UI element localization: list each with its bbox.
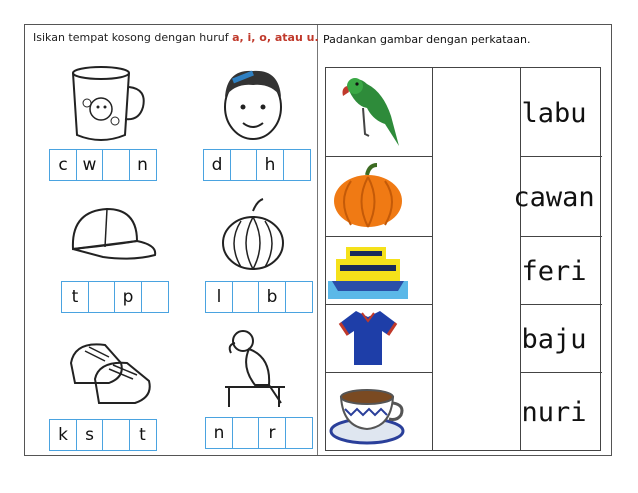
letter-box[interactable] (232, 281, 260, 313)
letter-box[interactable] (285, 281, 313, 313)
cup-image (328, 374, 408, 450)
letter-box[interactable] (102, 149, 130, 181)
word-labu[interactable]: labu (521, 97, 587, 129)
worksheet (24, 24, 612, 456)
letter-box: b (258, 281, 286, 313)
shirt-image (328, 306, 408, 370)
letter-box[interactable] (88, 281, 116, 313)
letter-box[interactable] (283, 149, 311, 181)
letter-box: n (129, 149, 157, 181)
word-boxes-4 (205, 281, 311, 313)
word-boxes-3 (61, 281, 167, 313)
word-cawan[interactable]: cawan (513, 181, 595, 213)
letter-box: p (114, 281, 142, 313)
word-boxes-6 (205, 417, 311, 449)
letter-box: t (129, 419, 157, 451)
letter-box[interactable] (141, 281, 169, 313)
word-boxes-1 (49, 149, 155, 181)
pumpkin-image (328, 158, 408, 234)
letter-box: n (205, 417, 233, 449)
word-boxes-5 (49, 419, 155, 451)
shoes-picture (65, 333, 157, 411)
letter-box[interactable] (232, 417, 260, 449)
pumpkin-picture (219, 197, 287, 273)
boy-picture (213, 61, 293, 151)
word-baju[interactable]: baju (521, 323, 587, 355)
fill-in-section (25, 25, 318, 455)
fill-in-instruction: Isikan tempat kosong dengan huruf a, i, o, atau u. (33, 31, 319, 44)
parrot-image (328, 70, 408, 154)
matching-section (317, 25, 611, 455)
letter-box[interactable] (285, 417, 313, 449)
letter-box: s (76, 419, 104, 451)
cap-picture (63, 201, 159, 271)
letter-box[interactable] (230, 149, 258, 181)
letter-box: h (256, 149, 284, 181)
parrot-picture (219, 327, 291, 409)
word-boxes-2 (203, 149, 309, 181)
letter-box: k (49, 419, 77, 451)
letter-box: w (76, 149, 104, 181)
letter-box: t (61, 281, 89, 313)
letter-box: c (49, 149, 77, 181)
letter-box: l (205, 281, 233, 313)
letter-box[interactable] (102, 419, 130, 451)
word-feri[interactable]: feri (521, 255, 587, 287)
matching-instruction: Padankan gambar dengan perkataan. (323, 33, 531, 46)
letter-box: r (258, 417, 286, 449)
cup-picture (65, 63, 149, 147)
letter-box: d (203, 149, 231, 181)
matching-table (325, 67, 601, 451)
word-nuri[interactable]: nuri (521, 396, 587, 428)
ferry-image (328, 238, 408, 302)
